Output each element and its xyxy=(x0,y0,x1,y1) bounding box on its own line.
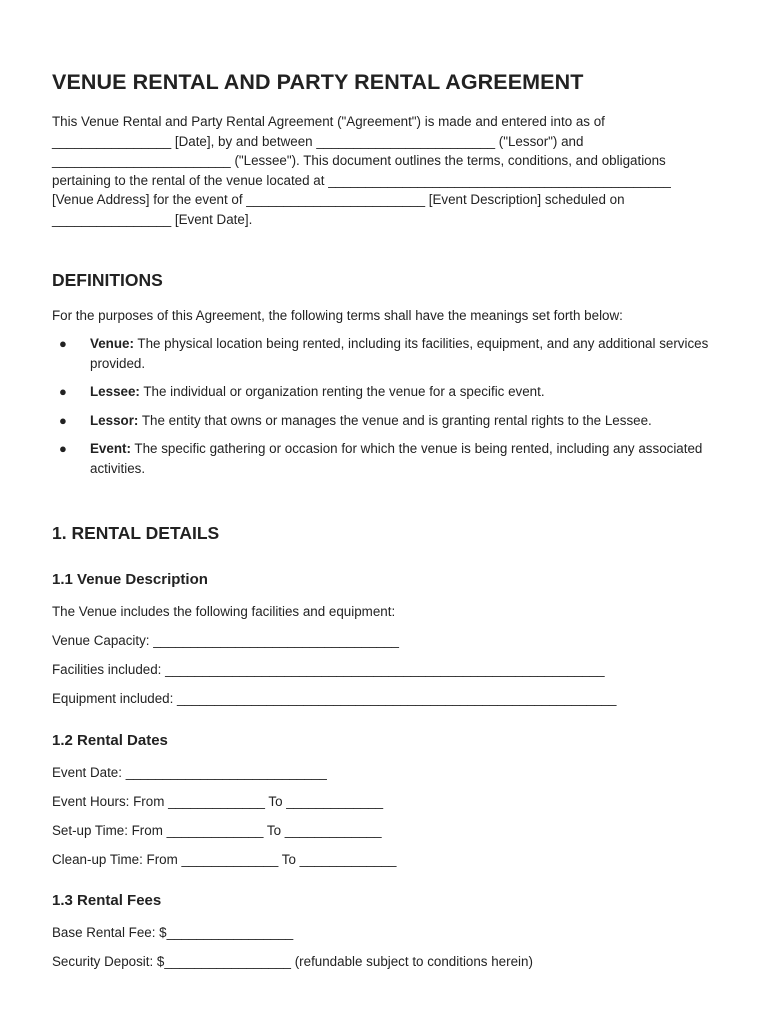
rental-fees-heading: 1.3 Rental Fees xyxy=(52,892,162,909)
definitions-lead: For the purposes of this Agreement, the following terms shall have the meanings set forth below: xyxy=(52,308,623,323)
event-date-field: Event Date: ___________________________ xyxy=(52,765,327,780)
definition-item-lessor xyxy=(52,411,712,431)
base-rental-fee-field: Base Rental Fee: $_________________ xyxy=(52,925,294,940)
rental-dates-heading: 1.2 Rental Dates xyxy=(52,732,168,749)
setup-time-field: Set-up Time: From _____________ To _____________ xyxy=(52,823,382,838)
definition-item-lessee xyxy=(52,382,712,402)
bullet-icon: ● xyxy=(59,336,67,351)
definition-item-event xyxy=(52,439,712,478)
venue-description-lead: The Venue includes the following facilities and equipment: xyxy=(52,604,396,619)
bullet-icon: ● xyxy=(59,412,67,428)
equipment-included-field: Equipment included: ___________________________________________________________ xyxy=(52,691,617,706)
venue-capacity-field: Venue Capacity: _________________________________ xyxy=(52,633,399,648)
document-title: VENUE RENTAL AND PARTY RENTAL AGREEMENT xyxy=(52,70,584,94)
definition-text: The entity that owns or manages the venue and is granting rental rights to the Lessee. xyxy=(138,412,652,428)
intro-paragraph: This Venue Rental and Party Rental Agreement ("Agreement") is made and entered into as of ________________ [Date], by and between ________________________ ("Lessor") and ________________________ ("Lessee"). This document outlines the terms, conditions, and obligations pertaining to the rental of the venue located at ______________________________________________ [Venue Address] for the event of ________________________ [Event Description] scheduled on ________________ [Event Date]. xyxy=(52,114,671,227)
definition-item-venue xyxy=(52,334,712,373)
security-deposit-field: Security Deposit: $_________________ (refundable subject to conditions herein) xyxy=(52,954,533,969)
bullet-icon: ● xyxy=(59,441,67,456)
definitions-heading: DEFINITIONS xyxy=(52,270,163,290)
definition-term: Venue: xyxy=(90,336,134,351)
event-hours-field: Event Hours: From _____________ To _____________ xyxy=(52,794,384,809)
definition-term: Event: xyxy=(90,441,131,456)
definition-term: Lessor: xyxy=(90,412,139,428)
facilities-included-field: Facilities included: ___________________________________________________________ xyxy=(52,662,605,677)
venue-description-heading: 1.1 Venue Description xyxy=(52,571,208,588)
cleanup-time-field: Clean-up Time: From _____________ To _____________ xyxy=(52,852,397,867)
bullet-icon: ● xyxy=(59,384,67,399)
definition-term: Lessee: xyxy=(90,384,140,399)
definition-text: The physical location being rented, including its facilities, equipment, and any additional services provided. xyxy=(90,336,709,371)
definition-text: The individual or organization renting the venue for a specific event. xyxy=(139,384,545,399)
definition-text: The specific gathering or occasion for which the venue is being rented, including any associated activities. xyxy=(90,441,703,476)
definitions-list xyxy=(52,334,712,487)
rental-details-heading: 1. RENTAL DETAILS xyxy=(52,523,220,543)
